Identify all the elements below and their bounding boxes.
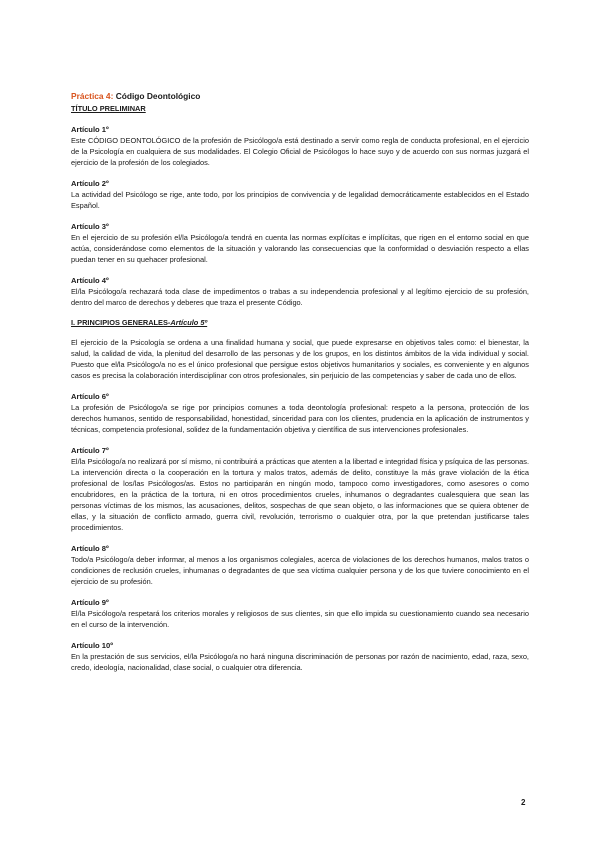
article-title: Artículo 10º [71, 641, 114, 650]
page-number: 2 [521, 798, 526, 807]
title-text: Código Deontológico [115, 91, 201, 101]
article-body: El/la Psicólogo/a no realizará por sí mismo, ni contribuirá a prácticas que atenten a la libertad e integridad física y psíquica de las personas. La intervención directa o la cooperación en la tortura y malos tratos, además de delito, constituye la más grave violación de la ética profesional de los/las Psicólogos/as. Estos no participarán en ningún modo, tampoco como investigadores, como asesores o como encubridores, en la práctica de la tortura, ni en otros procedimientos crueles, inhumanos o degradantes cualesquiera que sean las personas víctimas de los mismos, las acusaciones, delitos, sospechas de que sean objeto, o las informaciones que se quiera obtener de ellas, y la situación de conflicto armado, guerra civil, revolución, terrorismo o cualquier otra, por la que pretendan justificarse tales procedimientos. [71, 457, 529, 532]
principles-section [71, 317, 529, 381]
article-title: Artículo 3º [71, 222, 109, 231]
article-title: Artículo 8º [71, 544, 109, 553]
principles-heading-text: I. PRINCIPIOS GENERALES [71, 318, 168, 327]
article-title: Artículo 9º [71, 598, 109, 607]
article-3 [71, 221, 529, 265]
article-10 [71, 640, 529, 673]
article-1 [71, 124, 529, 168]
article-9 [71, 597, 529, 630]
article-body: Este CÓDIGO DEONTOLÓGICO de la profesión de Psicólogo/a está destinado a servir como regla de conducta profesional, en el ejercicio de la Psicología en cualquiera de sus modalidades. El Colegio Oficial de Psicólogos lo hace suyo y de acuerdo con sus normas juzgará el ejercicio de la profesión de los colegiados. [71, 136, 529, 167]
article-title: Artículo 4º [71, 276, 109, 285]
title-prefix: Práctica 4: [71, 91, 114, 101]
article-body: En el ejercicio de su profesión el/la Psicólogo/a tendrá en cuenta las normas explícitas e implícitas, que rigen en el entorno social en que actúa, considerándose como elementos de la situación y valorando las consecuencias que la conformidad o desviación respecto a ellas puedan tener en su quehacer profesional. [71, 233, 529, 264]
article-body: El/la Psicólogo/a rechazará toda clase de impedimentos o trabas a su independencia profesional y al legítimo ejercicio de su profesión, dentro del marco de derechos y deberes que traza el presente Código. [71, 287, 529, 307]
article-7 [71, 445, 529, 533]
article-body: En la prestación de sus servicios, el/la Psicólogo/a no hará ninguna discriminación de personas por razón de nacimiento, edad, raza, sexo, credo, ideología, nacionalidad, clase social, o cualquier otra diferencia. [71, 652, 529, 672]
article-5-body: El ejercicio de la Psicología se ordena a una finalidad humana y social, que puede expresarse en objetivos tales como: el bienestar, la salud, la calidad de vida, la plenitud del desarrollo de las personas y de los grupos, en los distintos ámbitos de la vida individual y social. Puesto que el/la Psicólogo/a no es el único profesional que persigue estos objetivos humanitarios y sociales, es conveniente y en algunos casos es precisa la colaboración interdisciplinar con otros profesionales, sin perjuicio de las competencias y saber de cada uno de ellos. [71, 338, 529, 380]
page-content [71, 90, 529, 673]
article-8 [71, 543, 529, 587]
article-title: Artículo 1º [71, 125, 109, 134]
article-body: La actividad del Psicólogo se rige, ante todo, por los principios de convivencia y de legalidad democráticamente establecidos en el Estado Español. [71, 190, 529, 210]
article-title: Artículo 6º [71, 392, 109, 401]
article-body: El/la Psicólogo/a respetará los criterios morales y religiosos de sus clientes, sin que ello impida su cuestionamiento cuando sea necesario en el curso de la intervención. [71, 609, 529, 629]
document-title [71, 90, 529, 102]
article-body: Todo/a Psicólogo/a deber informar, al menos a los organismos colegiales, acerca de violaciones de los derechos humanos, malos tratos o condiciones de reclusión crueles, inhumanas o degradantes de que sea víctima cualquier persona y de los que tuviere conocimiento en el ejercicio de su profesión. [71, 555, 529, 586]
article-6 [71, 391, 529, 435]
principles-heading-article: -Artículo 5º [167, 318, 208, 327]
article-2 [71, 178, 529, 211]
preliminary-heading: TÍTULO PRELIMINAR [71, 104, 146, 113]
principles-heading [71, 317, 529, 328]
article-title: Artículo 2º [71, 179, 109, 188]
article-4 [71, 275, 529, 308]
article-title: Artículo 7º [71, 446, 109, 455]
article-body: La profesión de Psicólogo/a se rige por principios comunes a toda deontología profesional: respeto a la persona, protección de los derechos humanos, sentido de responsabilidad, honestidad, sinceridad para con los clientes, prudencia en la aplicación de instrumentos y técnicas, competencia profesional, solidez de la fundamentación objetiva y científica de sus intervenciones profesionales. [71, 403, 529, 434]
